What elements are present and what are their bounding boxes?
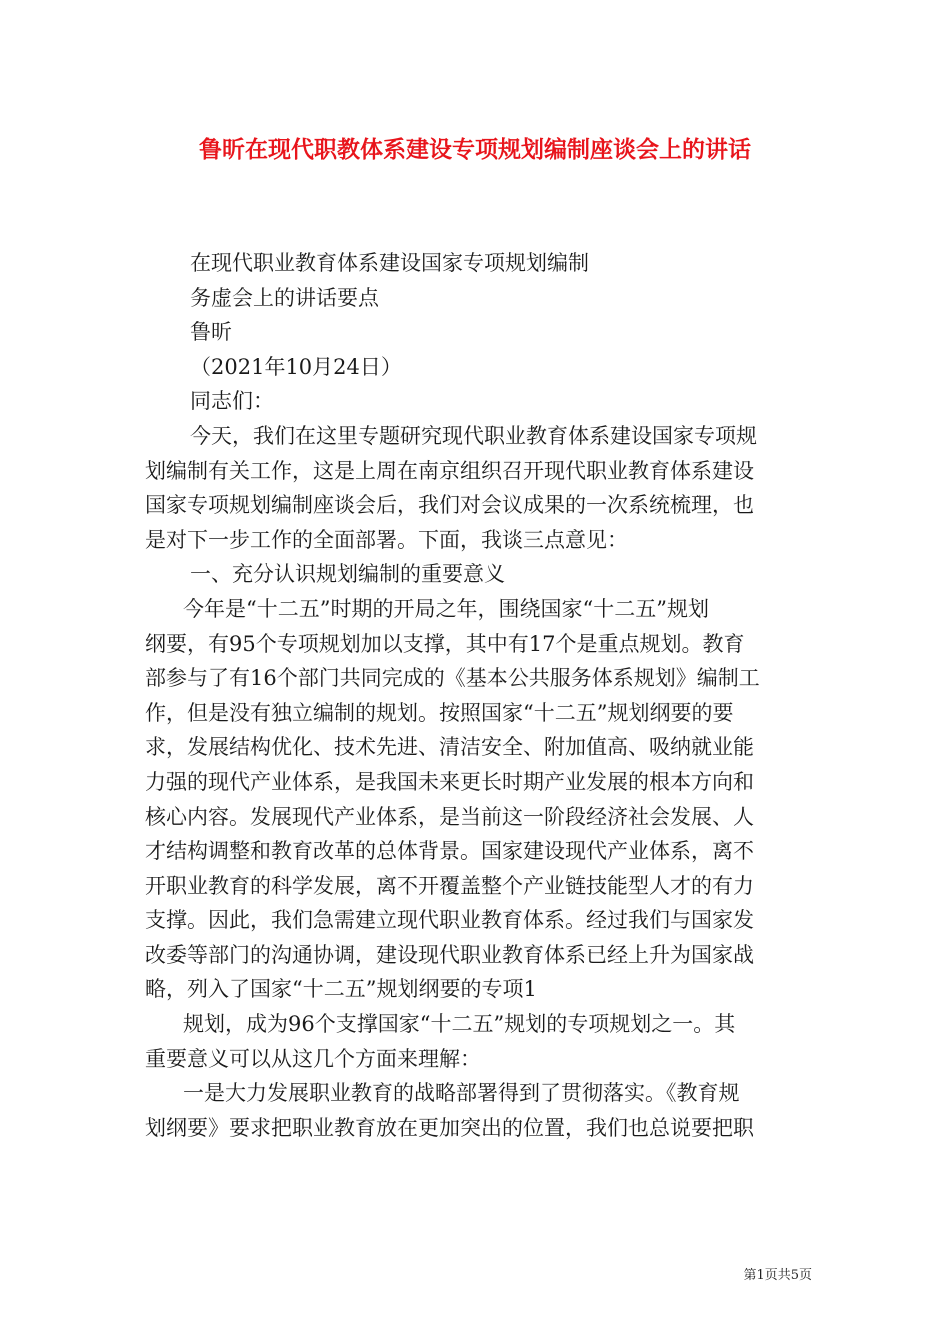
text-line: 务虚会上的讲话要点 — [190, 285, 379, 310]
text-line: 部参与了有16个部门共同完成的《基本公共服务体系规划》编制工 — [145, 666, 760, 691]
text-line: 纲要，有95个专项规划加以支撑，其中有17个是重点规划。教育 — [145, 631, 745, 656]
document-body — [145, 246, 813, 1145]
text-line: 作，但是没有独立编制的规划。按照国家“十二五”规划纲要的要 — [145, 700, 734, 725]
text-line: 才结构调整和教育改革的总体背景。国家建设现代产业体系，离不 — [145, 839, 754, 864]
text-line: 是对下一步工作的全面部署。下面，我谈三点意见： — [145, 527, 628, 552]
paragraph-first-line: 一是大力发展职业教育的战略部署得到了贯彻落实。《教育规 — [183, 1081, 740, 1106]
text-line: 划纲要》要求把职业教育放在更加突出的位置，我们也总说要把职 — [145, 1115, 754, 1140]
text-line: 支撑。因此，我们急需建立现代职业教育体系。经过我们与国家发 — [145, 908, 754, 933]
text-line: 重要意义可以从这几个方面来理解： — [145, 1046, 481, 1071]
text-line: 同志们： — [190, 389, 274, 414]
text-line: 略，列入了国家“十二五”规划纲要的专项1 — [145, 977, 537, 1002]
text-line: 力强的现代产业体系，是我国未来更长时期产业发展的根本方向和 — [145, 769, 754, 794]
text-line: 在现代职业教育体系建设国家专项规划编制 — [190, 251, 589, 275]
text-line: （2021年10月24日） — [190, 354, 402, 379]
text-line: 求，发展结构优化、技术先进、清洁安全、附加值高、吸纳就业能 — [145, 735, 754, 760]
paragraph-first-line: 规划，成为96个支撑国家“十二五”规划的专项规划之一。其 — [183, 1012, 736, 1037]
text-line: 划编制有关工作，这是上周在南京组织召开现代职业教育体系建设 — [145, 458, 754, 483]
text-line: 国家专项规划编制座谈会后，我们对会议成果的一次系统梳理，也 — [145, 493, 754, 518]
page-number: 第1页共5页 — [743, 1268, 812, 1283]
text-line: 鲁昕 — [190, 320, 232, 345]
text-line: 核心内容。发展现代产业体系，是当前这一阶段经济社会发展、人 — [145, 804, 754, 829]
text-line: 改委等部门的沟通协调，建设现代职业教育体系已经上升为国家战 — [145, 942, 754, 967]
text-line: 开职业教育的科学发展，离不开覆盖整个产业链技能型人才的有力 — [145, 873, 754, 898]
paragraph-first-line: 今年是“十二五”时期的开局之年，围绕国家“十二五”规划 — [183, 596, 709, 621]
document-title: 鲁昕在现代职教体系建设专项规划编制座谈会上的讲话 — [199, 136, 751, 163]
paragraph-first-line: 今天，我们在这里专题研究现代职业教育体系建设国家专项规 — [190, 423, 757, 448]
section-heading: 一、充分认识规划编制的重要意义 — [190, 562, 505, 587]
